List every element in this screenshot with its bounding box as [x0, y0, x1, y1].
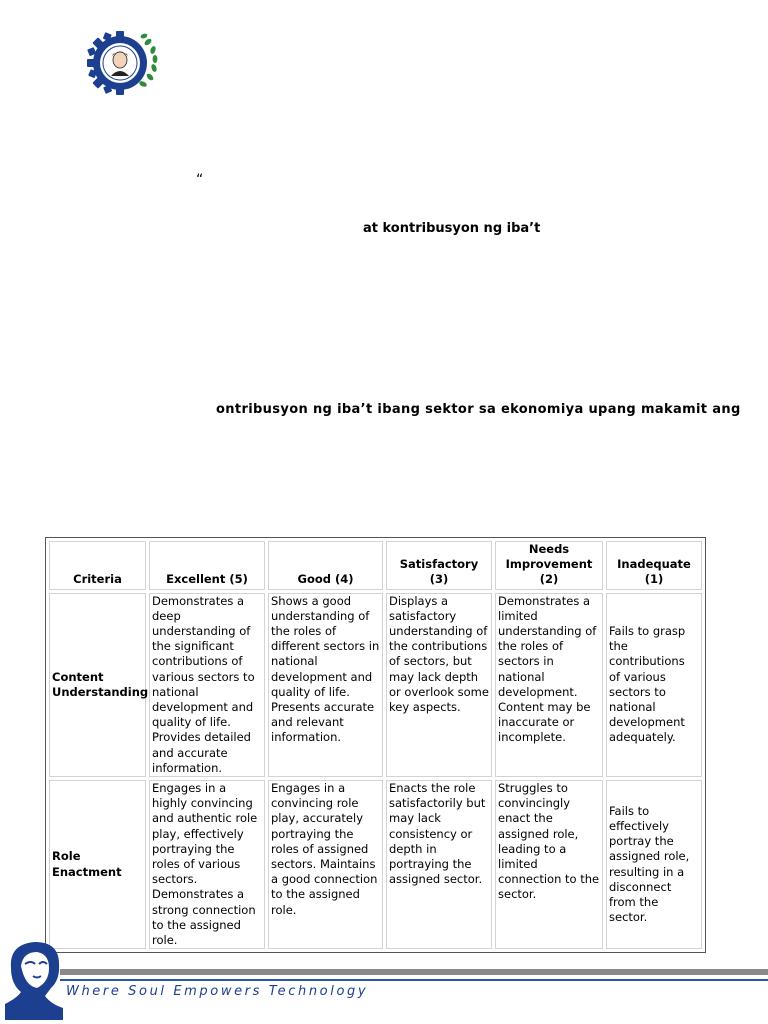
header-excellent: Excellent (5): [149, 541, 265, 590]
table-row: [49, 593, 702, 777]
rubric-cell: Enacts the role satisfactorily but may lack consistency or depth in portraying the assigned sector.: [386, 780, 492, 949]
rubric-cell: Displays a satisfactory understanding of the contributions of sectors, but may lack depth or overlook some key aspects.: [386, 593, 492, 777]
footer-divider: [60, 969, 768, 975]
criteria-cell: Content Understanding: [49, 593, 146, 777]
header-satisfactory: Satisfactory (3): [386, 541, 492, 590]
footer-divider-accent: [60, 979, 768, 981]
header-inadequate: Inadequate (1): [606, 541, 702, 590]
header-criteria: Criteria: [49, 541, 146, 590]
criteria-cell: Role Enactment: [49, 780, 146, 949]
rubric-cell: Demonstrates a limited understanding of the roles of sectors in national development. Content may be inaccurate or incomplete.: [495, 593, 603, 777]
rubric-cell: Fails to effectively portray the assigned role, resulting in a disconnect from the sector.: [606, 780, 702, 949]
text-fragment-line-1: at kontribusyon ng iba’t: [363, 221, 541, 236]
rubric-header-row: [49, 541, 702, 590]
rubric-cell: Demonstrates a deep understanding of the significant contributions of various sectors to national development and quality of life. Provides detailed and accurate information.: [149, 593, 265, 777]
rubric-cell: Engages in a convincing role play, accurately portraying the roles of assigned sectors. Maintains a good connection to the assigned role.: [268, 780, 383, 949]
school-logo-icon: [84, 30, 160, 96]
rubric-cell: Struggles to convincingly enact the assigned role, leading to a limited connection to the sector.: [495, 780, 603, 949]
text-fragment-line-2: ontribusyon ng iba’t ibang sektor sa ekonomiya upang makamit ang: [216, 402, 741, 417]
founder-portrait-icon: [5, 938, 65, 1020]
header-good: Good (4): [268, 541, 383, 590]
table-row: [49, 780, 702, 949]
quote-mark: “: [196, 172, 204, 188]
rubric-table: [45, 537, 706, 953]
rubric-cell: Shows a good understanding of the roles of different sectors in national development and quality of life. Presents accurate and relevant information.: [268, 593, 383, 777]
footer-tagline: Where Soul Empowers Technology: [66, 984, 369, 999]
rubric-cell: Fails to grasp the contributions of various sectors to national development adequately.: [606, 593, 702, 777]
header-needs-improvement: Needs Improvement (2): [495, 541, 603, 590]
rubric-cell: Engages in a highly convincing and authentic role play, effectively portraying the roles of various sectors. Demonstrates a strong connection to the assigned role.: [149, 780, 265, 949]
